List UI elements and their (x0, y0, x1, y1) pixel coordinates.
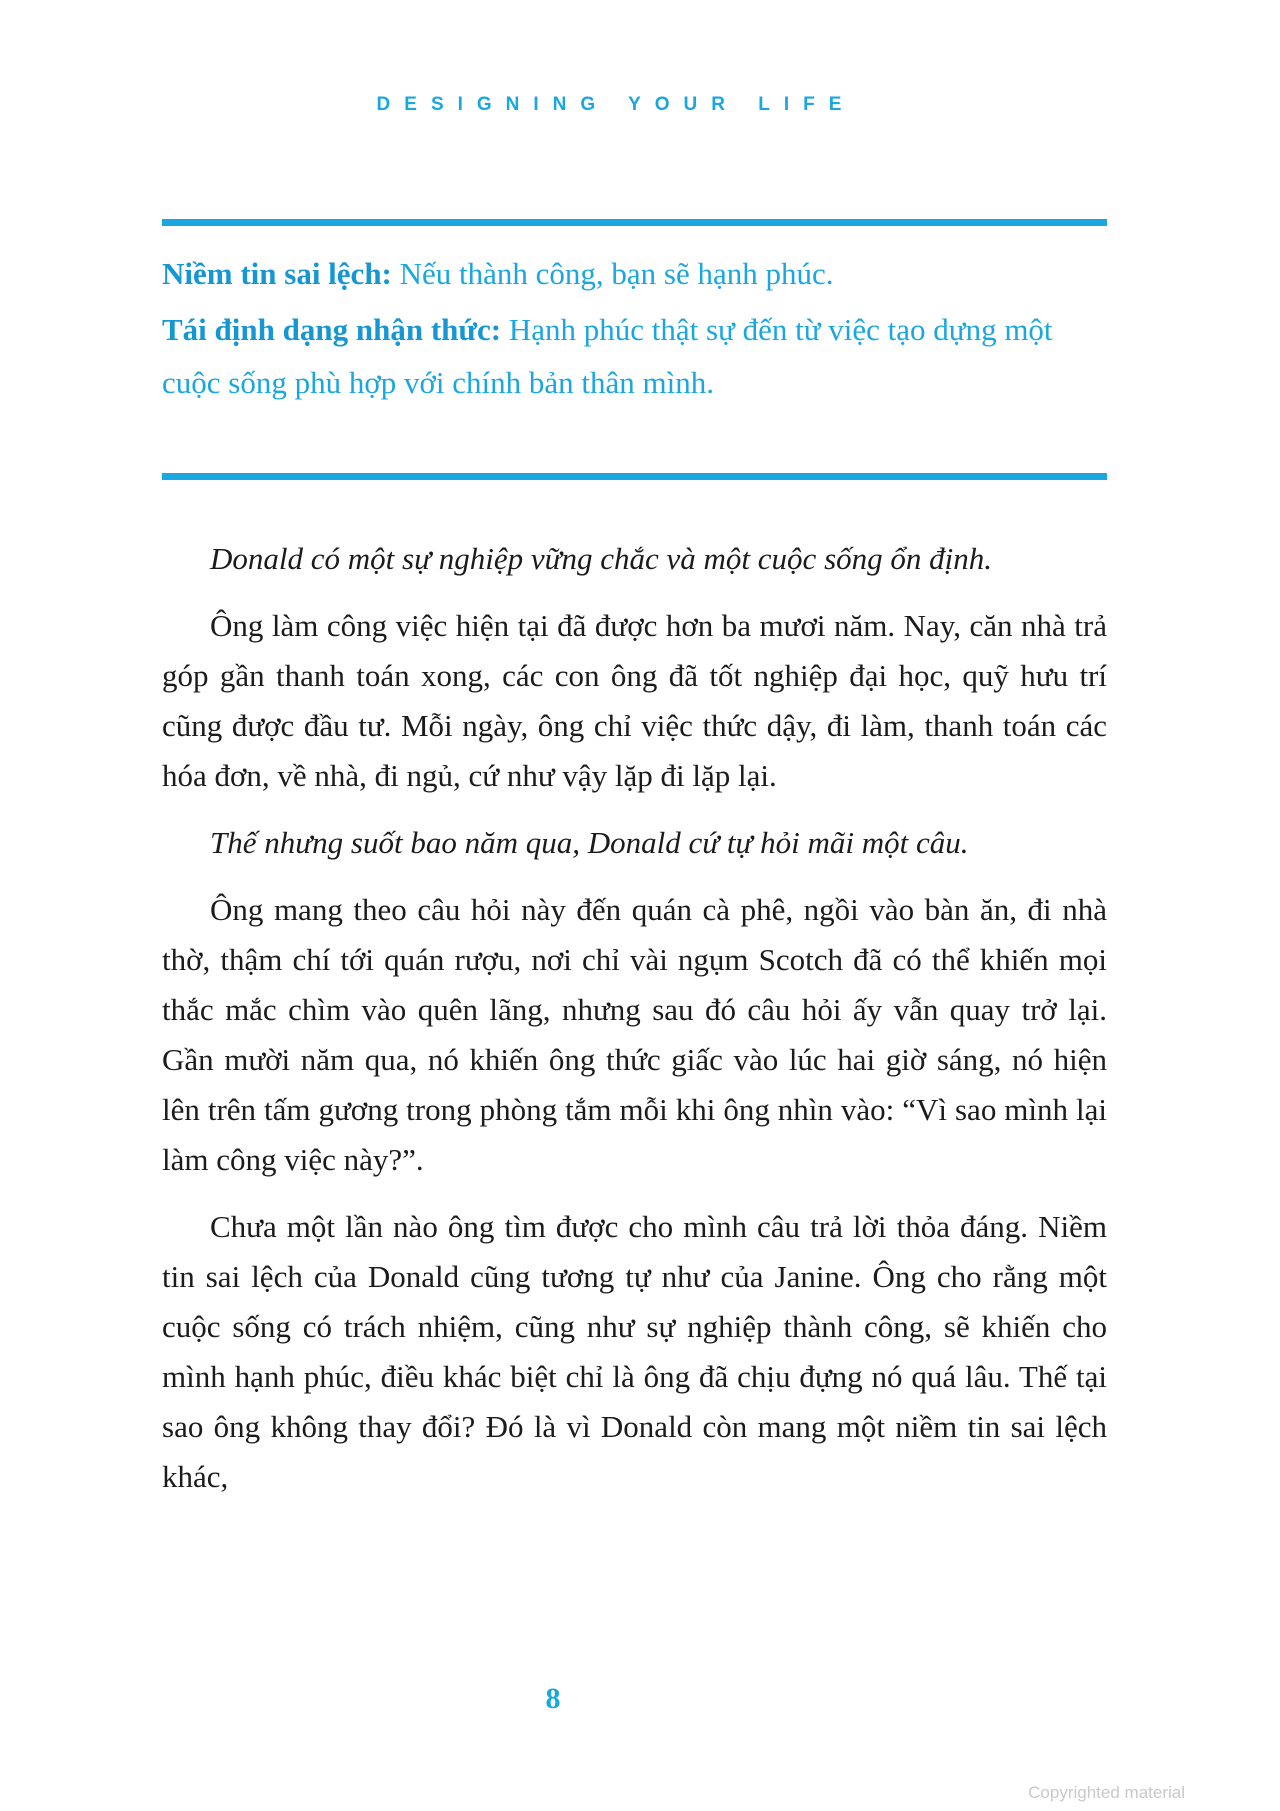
running-header: DESIGNING YOUR LIFE (376, 94, 856, 115)
dysfunctional-belief-line (162, 247, 1107, 300)
paragraph-italic-lead-2: Thế nhưng suốt bao năm qua, Donald cứ tự hỏi mãi một câu. (210, 825, 969, 860)
paragraph-question: Ông mang theo câu hỏi này đến quán cà phê, ngồi vào bàn ăn, đi nhà thờ, thậm chí tới quán rượu, nơi chỉ vài ngụm Scotch đã có thể khiến mọi thắc mắc chìm vào quên lãng, nhưng sau đó câu hỏi ấy vẫn quay trở lại. Gần mười năm qua, nó khiến ông thức giấc vào lúc hai giờ sáng, nó hiện lên trên tấm gương trong phòng tắm mỗi khi ông nhìn vào: “Vì sao mình lại làm công việc này?”. (162, 892, 1107, 1177)
paragraph-belief: Chưa một lần nào ông tìm được cho mình câu trả lời thỏa đáng. Niềm tin sai lệch của Donald cũng tương tự như của Janine. Ông cho rằng một cuộc sống có trách nhiệm, cũng như sự nghiệp thành công, sẽ khiến cho mình hạnh phúc, điều khác biệt chỉ là ông đã chịu đựng nó quá lâu. Thế tại sao ông không thay đổi? Đó là vì Donald còn mang một niềm tin sai lệch khác, (162, 1209, 1107, 1494)
belief-callout (162, 247, 1107, 412)
body-text (162, 534, 1107, 1519)
callout-bottom-rule (162, 473, 1107, 480)
reframe-label: Tái định dạng nhận thức: (162, 312, 502, 347)
reframe-line (162, 303, 1107, 409)
dysfunctional-belief-text: Nếu thành công, bạn sẽ hạnh phúc. (399, 256, 834, 291)
callout-top-rule (162, 219, 1107, 226)
copyright-watermark: Copyrighted material (1028, 1783, 1185, 1802)
paragraph-italic-lead-1: Donald có một sự nghiệp vững chắc và một cuộc sống ổn định. (210, 541, 992, 576)
paragraph-donald-career: Ông làm công việc hiện tại đã được hơn ba mươi năm. Nay, căn nhà trả góp gần thanh toán xong, các con ông đã tốt nghiệp đại học, quỹ hưu trí cũng được đầu tư. Mỗi ngày, ông chỉ việc thức dậy, đi làm, thanh toán các hóa đơn, về nhà, đi ngủ, cứ như vậy lặp đi lặp lại. (162, 608, 1107, 793)
reframe-text: Hạnh phúc thật sự đến từ việc tạo dựng một cuộc sống phù hợp với chính bản thân mình. (162, 312, 1053, 400)
dysfunctional-belief-label: Niềm tin sai lệch: (162, 256, 392, 291)
page-number: 8 (545, 1682, 561, 1715)
